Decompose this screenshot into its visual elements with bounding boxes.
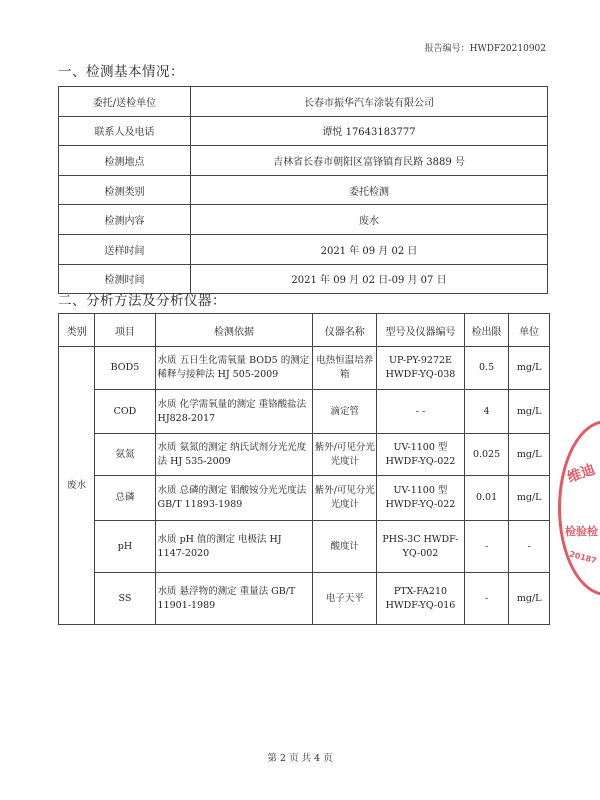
analysis-basis: 水质 氨氮的测定 纳氏试剂分光光度法 HJ 535-2009: [155, 434, 313, 476]
analysis-row: [59, 521, 550, 573]
analysis-unit: mg/L: [509, 573, 550, 625]
analysis-basis: 水质 悬浮物的测定 重量法 GB/T 11901-1989: [155, 573, 313, 625]
analysis-basis: 水质 五日生化需氧量 BOD5 的测定 稀释与接种法 HJ 505-2009: [155, 347, 313, 390]
analysis-row: [59, 573, 550, 625]
analysis-limit: 0.01: [464, 476, 509, 521]
section2-title: 二、分析方法及分析仪器：: [58, 293, 226, 309]
analysis-unit: mg/L: [509, 434, 550, 476]
section1-title: 一、检测基本情况：: [58, 64, 184, 80]
analysis-model: PHS-3C HWDF-YQ-002: [377, 521, 465, 573]
analysis-item: COD: [95, 390, 155, 434]
analysis-limit: 0.025: [464, 434, 509, 476]
analysis-unit: mg/L: [509, 347, 550, 390]
basic-info-value: 废水: [191, 205, 548, 235]
basic-info-value: 吉林省长春市朝阳区富锋镇育民路 3889 号: [191, 146, 548, 176]
analysis-table: [58, 313, 550, 625]
analysis-instrument: 酸度计: [313, 521, 377, 573]
analysis-basis: 水质 pH 值的测定 电极法 HJ 1147-2020: [155, 521, 313, 573]
basic-info-row: [59, 146, 548, 176]
basic-info-value: 谭悦 17643183777: [191, 116, 548, 146]
analysis-instrument: 紫外/可见分光光度计: [313, 476, 377, 521]
analysis-basis: 水质 化学需氧量的测定 重铬酸盐法 HJ828-2017: [155, 390, 313, 434]
header-instrument: 仪器名称: [313, 314, 377, 347]
basic-info-value: 2021 年 09 月 02 日-09 月 07 日: [191, 264, 548, 294]
header-limit: 检出限: [464, 314, 509, 347]
basic-info-label: 检测地点: [59, 146, 191, 176]
analysis-row: [59, 390, 550, 434]
analysis-model: PTX-FA210 HWDF-YQ-016: [377, 573, 465, 625]
basic-info-label: 检测内容: [59, 205, 191, 235]
header-unit: 单位: [509, 314, 550, 347]
analysis-instrument: 紫外/可见分光光度计: [313, 434, 377, 476]
analysis-header-row: [59, 314, 550, 347]
analysis-item: 总磷: [95, 476, 155, 521]
header-model: 型号及仪器编号: [377, 314, 465, 347]
stamp-text-3: 20187: [568, 549, 598, 566]
analysis-unit: mg/L: [509, 390, 550, 434]
analysis-item: SS: [95, 573, 155, 625]
analysis-item: pH: [95, 521, 155, 573]
header-item: 项目: [95, 314, 155, 347]
basic-info-value: 2021 年 09 月 02 日: [191, 234, 548, 264]
analysis-row: [59, 347, 550, 390]
analysis-limit: 0.5: [464, 347, 509, 390]
analysis-instrument: 电子天平: [313, 573, 377, 625]
stamp-text-1: 维迪: [565, 461, 598, 487]
report-number: 报告编号：HWDF20210902: [424, 44, 546, 54]
basic-info-table: [58, 86, 548, 294]
basic-info-row: [59, 175, 548, 205]
analysis-row: [59, 476, 550, 521]
page-footer: 第 2 页 共 4 页: [267, 753, 333, 764]
analysis-model: UV-1100 型 HWDF-YQ-022: [377, 476, 465, 521]
header-basis: 检测依据: [155, 314, 313, 347]
basic-info-label: 检测类别: [59, 175, 191, 205]
analysis-model: - -: [377, 390, 465, 434]
red-seal-stamp: [558, 420, 600, 596]
analysis-item: 氨氮: [95, 434, 155, 476]
basic-info-row: [59, 116, 548, 146]
basic-info-label: 检测时间: [59, 264, 191, 294]
basic-info-row: [59, 87, 548, 117]
analysis-unit: -: [509, 521, 550, 573]
basic-info-label: 委托/送检单位: [59, 87, 191, 117]
analysis-basis: 水质 总磷的测定 钼酸铵分光光度法 GB/T 11893-1989: [155, 476, 313, 521]
basic-info-value: 委托检测: [191, 175, 548, 205]
analysis-model: UV-1100 型 HWDF-YQ-022: [377, 434, 465, 476]
analysis-instrument: 电热恒温培养箱: [313, 347, 377, 390]
analysis-limit: -: [464, 521, 509, 573]
analysis-limit: 4: [464, 390, 509, 434]
analysis-item: BOD5: [95, 347, 155, 390]
basic-info-row: [59, 205, 548, 235]
header-category: 类别: [59, 314, 95, 347]
basic-info-value: 长春市振华汽车涂装有限公司: [191, 87, 548, 117]
analysis-unit: mg/L: [509, 476, 550, 521]
analysis-model: UP-PY-9272E HWDF-YQ-038: [377, 347, 465, 390]
analysis-limit: -: [464, 573, 509, 625]
analysis-category: 废水: [59, 347, 95, 625]
analysis-instrument: 滴定管: [313, 390, 377, 434]
basic-info-row: [59, 234, 548, 264]
analysis-row: [59, 434, 550, 476]
basic-info-label: 送样时间: [59, 234, 191, 264]
stamp-text-2: 检验检: [565, 525, 598, 538]
basic-info-label: 联系人及电话: [59, 116, 191, 146]
